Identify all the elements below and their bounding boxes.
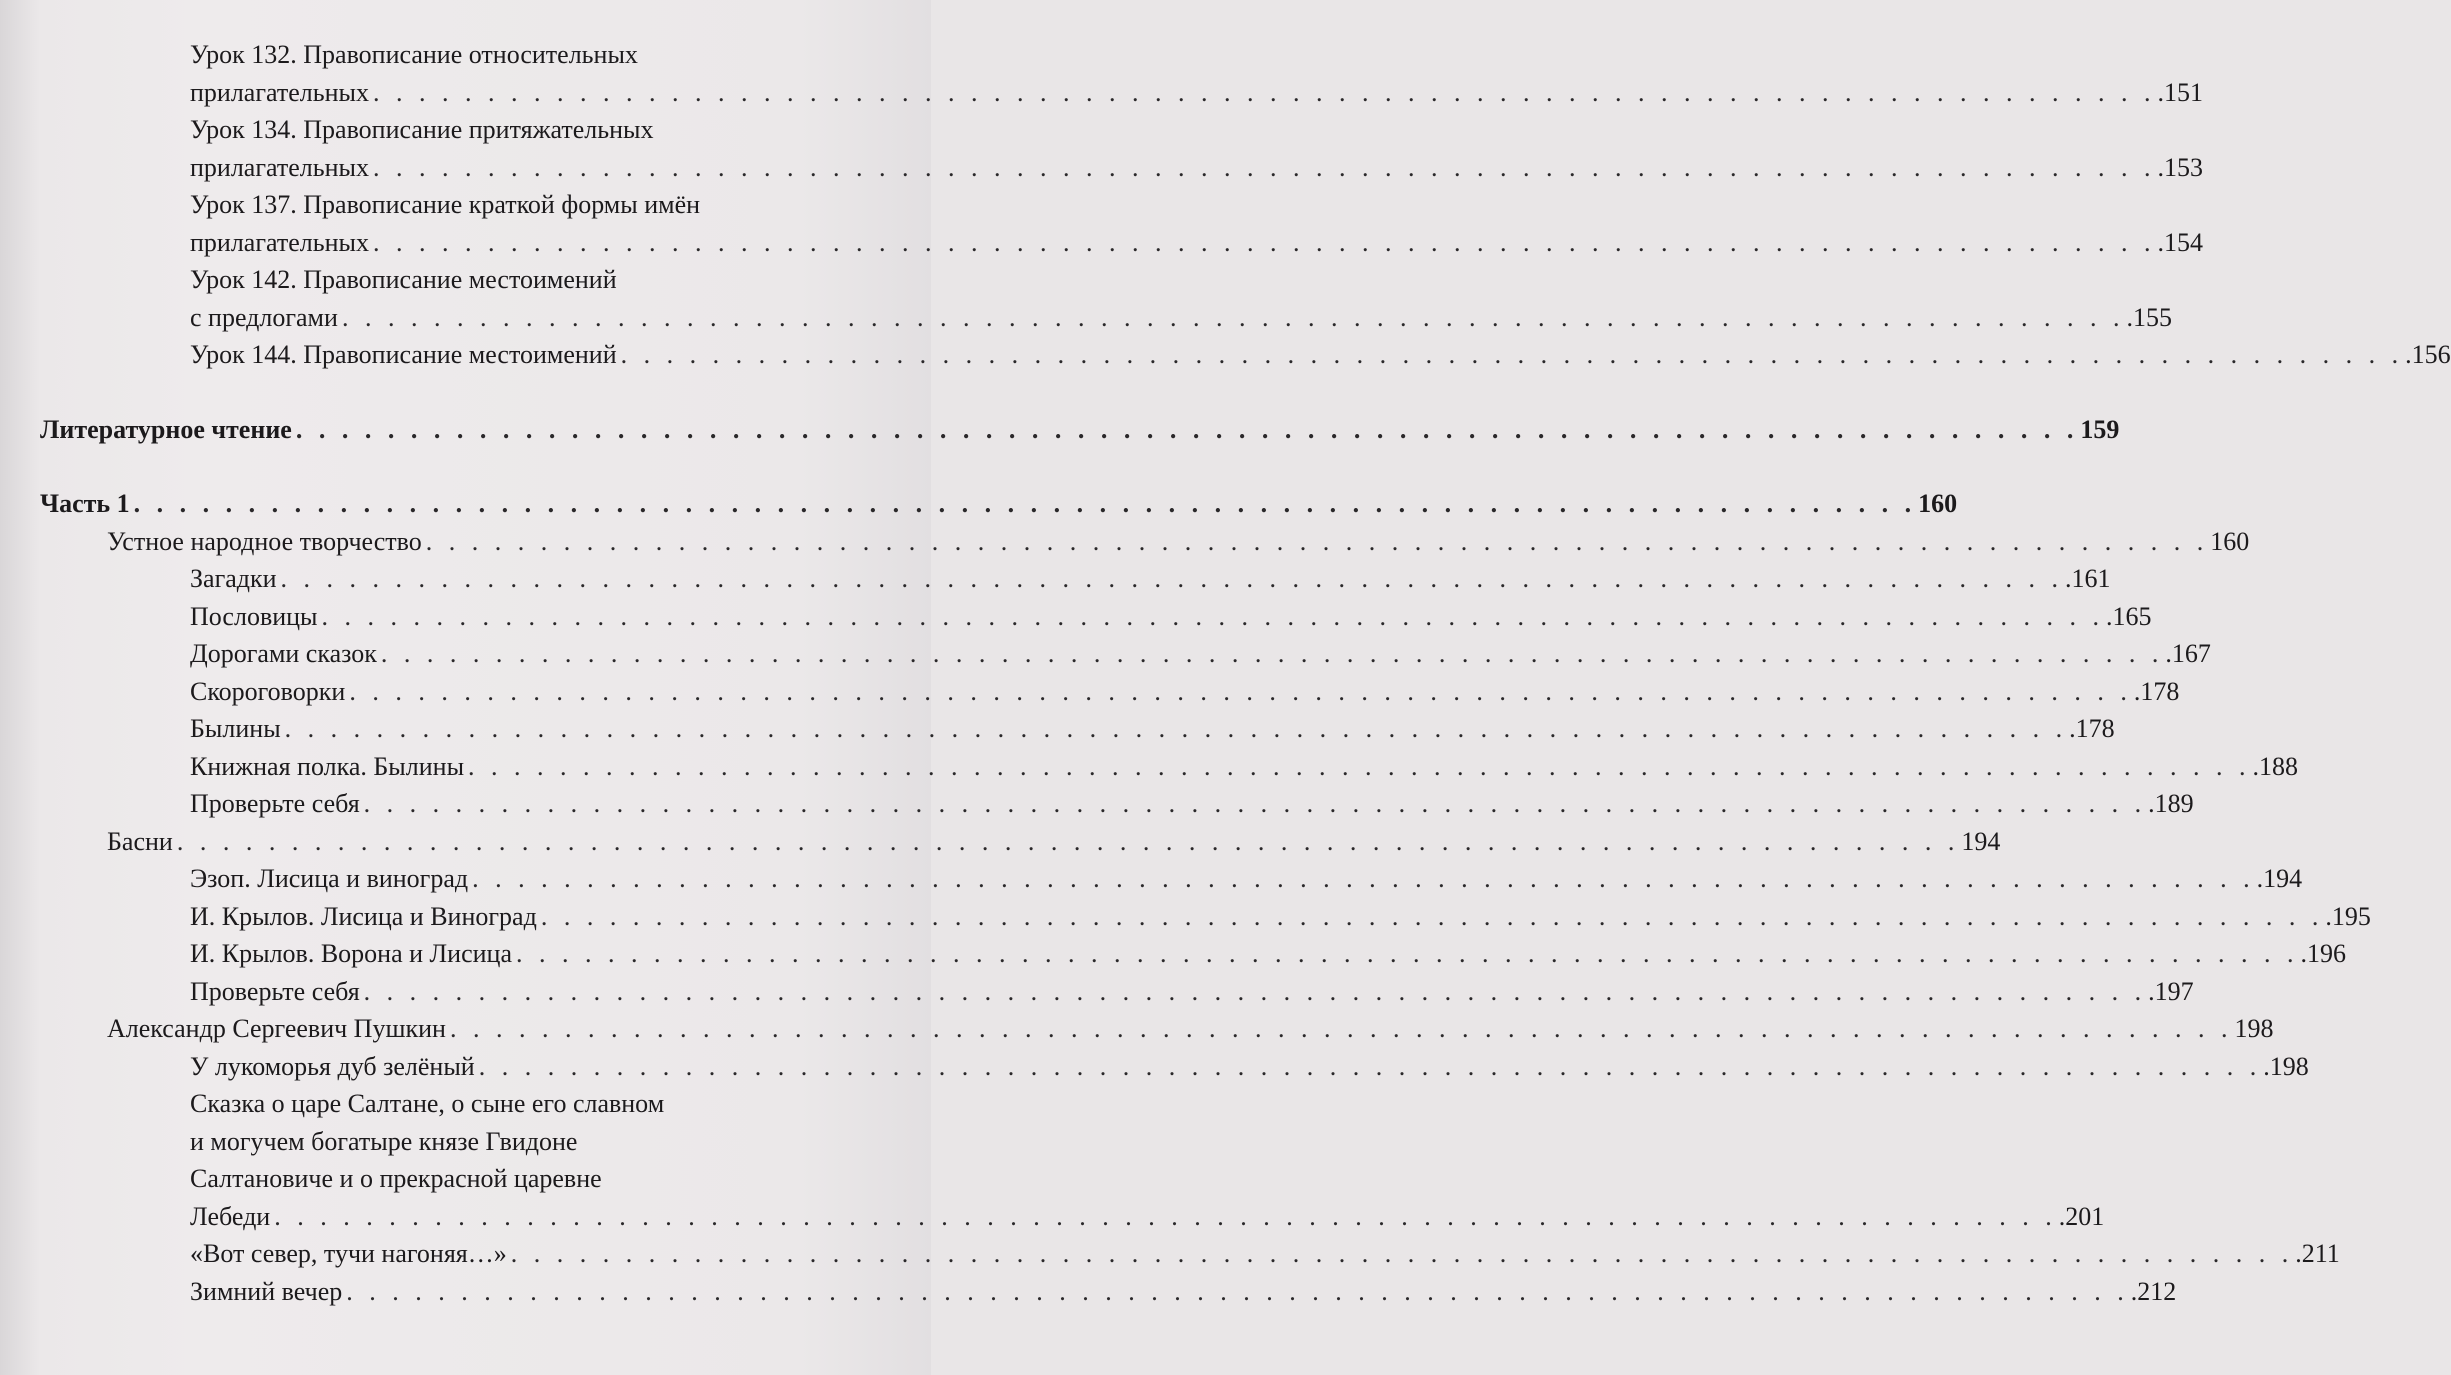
toc-entry-title: и могучем богатыре князе Гвидоне — [190, 1126, 578, 1156]
toc-entry-title: Проверьте себя — [190, 789, 360, 818]
toc-entry-line — [40, 673, 2180, 711]
dot-leader: . . . . . . . . . . . . . . . . . . . . . . . . . . . . . . . . . . . . . . . . . . . . . . . . . . . . . . . . . . . . . . . . . . . . . . . . . . . . . . — [620, 340, 2404, 369]
dot-leader: . . . . . . . . . . . . . . . . . . . . . . . . . . . . . . . . . . . . . . . . . . . . . . . . . . . . . . . . . . . . . . . . . . . . . . . . . . . . . . — [516, 939, 2299, 968]
toc-entry-title: «Вот север, тучи нагоняя…» — [190, 1239, 507, 1268]
page-number: .211 — [2295, 1239, 2340, 1268]
toc-entry-title: прилагательных — [190, 152, 369, 182]
toc-entry-title: Лебеди — [190, 1201, 271, 1231]
toc-entry-title: Сказка о царе Салтане, о сыне его славном — [190, 1089, 665, 1118]
toc-entry-title: У лукоморья дуб зелёный — [190, 1051, 475, 1081]
toc-entry-line — [40, 411, 2120, 449]
toc-entry-title: И. Крылов. Ворона и Лисица — [190, 939, 513, 968]
dot-leader: . . . . . . . . . . . . . . . . . . . . . . . . . . . . . . . . . . . . . . . . . . . . . . . . . . . . . . . . . . . . . . . . . . . . . . . . . . . . . . — [373, 227, 2156, 257]
dot-leader: . . . . . . . . . . . . . . . . . . . . . . . . . . . . . . . . . . . . . . . . . . . . . . . . . . . . . . . . . . . . . . . . . . . . . . . . . . . . . . — [176, 826, 1960, 856]
page-number: .201 — [2058, 1201, 2105, 1231]
dot-leader: . . . . . . . . . . . . . . . . . . . . . . . . . . . . . . . . . . . . . . . . . . . . . . . . . . . . . . . . . . . . . . . . . . . . . . . . . . . . . . — [363, 976, 2147, 1006]
page-number: .161 — [2065, 564, 2111, 593]
toc-entry-title: Часть 1 — [40, 489, 130, 518]
page-number: .154 — [2157, 227, 2203, 257]
toc-entry[interactable] — [40, 1273, 2177, 1311]
page-number: 159 — [2080, 414, 2120, 444]
toc-entry-title: Книжная полка. Былины — [190, 751, 465, 781]
toc-entry-title: Урок 142. Правописание местоимений — [190, 265, 617, 294]
toc-entry-title: Пословицы — [190, 601, 318, 631]
toc-entry[interactable] — [40, 973, 2194, 1011]
dot-leader: . . . . . . . . . . . . . . . . . . . . . . . . . . . . . . . . . . . . . . . . . . . . . . . . . . . . . . . . . . . . . . . . . . . . . . . . . . . . . . — [363, 789, 2147, 818]
section-gap — [40, 374, 880, 411]
toc-entry-title: Урок 132. Правописание относительных — [190, 40, 638, 69]
dot-leader: . . . . . . . . . . . . . . . . . . . . . . . . . . . . . . . . . . . . . . . . . . . . . . . . . . . . . . . . . . . . . . . . . . . . . . . . . . . . . . — [321, 601, 2105, 631]
toc-entry-line — [40, 1085, 880, 1123]
toc-entry[interactable] — [40, 935, 2347, 973]
section-gap — [40, 448, 880, 485]
page-number: .189 — [2148, 789, 2194, 818]
toc-entry[interactable] — [40, 898, 2371, 936]
toc-entry[interactable] — [40, 748, 2299, 786]
dot-leader: . . . . . . . . . . . . . . . . . . . . . . . . . . . . . . . . . . . . . . . . . . . . . . . . . . . . . . . . . . . . . . . . . . . . . . . . . . . . . . — [380, 639, 2164, 668]
toc-entry-title: Басни — [107, 826, 173, 856]
page-number: 194 — [1961, 826, 2001, 856]
toc-entry-title: Дорогами сказок — [190, 639, 377, 668]
toc-entry[interactable] — [40, 1010, 2274, 1048]
page-number: .156 — [2405, 340, 2451, 369]
toc-entry-line — [40, 785, 2194, 823]
dot-leader: . . . . . . . . . . . . . . . . . . . . . . . . . . . . . . . . . . . . . . . . . . . . . . . . . . . . . . . . . . . . . . . . . . . . . . . . . . . . . . — [510, 1239, 2294, 1268]
toc-entry-line — [40, 261, 880, 299]
page-number: .151 — [2157, 77, 2203, 107]
toc-entry-line — [40, 823, 2001, 861]
toc-entry-line — [40, 1160, 880, 1198]
dot-leader: . . . . . . . . . . . . . . . . . . . . . . . . . . . . . . . . . . . . . . . . . . . . . . . . . . . . . . . . . . . . . . . . . . . . . . . . . . . . . . — [540, 901, 2324, 931]
toc-entry-line — [40, 299, 2172, 337]
toc-entry[interactable] — [40, 261, 2172, 336]
toc-entry-title: прилагательных — [190, 77, 369, 107]
dot-leader: . . . . . . . . . . . . . . . . . . . . . . . . . . . . . . . . . . . . . . . . . . . . . . . . . . . . . . . . . . . . . . . . . . . . . . . . . . . . . . — [468, 751, 2251, 781]
dot-leader: . . . . . . . . . . . . . . . . . . . . . . . . . . . . . . . . . . . . . . . . . . . . . . . . . . . . . . . . . . . . . . . . . . . . . . . . . . . . . . — [472, 864, 2255, 893]
toc-entry-line — [40, 523, 2250, 561]
toc-entry[interactable] — [40, 860, 2303, 898]
page-number: .195 — [2325, 901, 2371, 931]
page-number: .165 — [2106, 601, 2152, 631]
dot-leader: . . . . . . . . . . . . . . . . . . . . . . . . . . . . . . . . . . . . . . . . . . . . . . . . . . . . . . . . . . . . . . . . . . . . . . . . . . . . . . — [280, 564, 2064, 593]
page-number: .197 — [2148, 976, 2194, 1006]
dot-leader: . . . . . . . . . . . . . . . . . . . . . . . . . . . . . . . . . . . . . . . . . . . . . . . . . . . . . . . . . . . . . . . . . . . . . . . . . . . . . . — [373, 152, 2156, 182]
page-number: 198 — [2234, 1014, 2274, 1043]
dot-leader: . . . . . . . . . . . . . . . . . . . . . . . . . . . . . . . . . . . . . . . . . . . . . . . . . . . . . . . . . . . . . . . . . . . . . . . . . . . . . . — [425, 526, 2209, 556]
toc-entry[interactable] — [40, 560, 2111, 598]
toc-entry[interactable] — [40, 36, 2203, 111]
toc-entry[interactable] — [40, 111, 2203, 186]
toc-entry[interactable] — [40, 823, 2001, 861]
dot-leader: . . . . . . . . . . . . . . . . . . . . . . . . . . . . . . . . . . . . . . . . . . . . . . . . . . . . . . . . . . . . . . . . . . . . . . . . . . . . . . — [274, 1201, 2057, 1231]
toc-entry-line — [40, 1235, 2340, 1273]
page-number: .178 — [2069, 714, 2115, 743]
toc-entry[interactable] — [40, 336, 2451, 374]
toc-entry-line — [40, 935, 2347, 973]
toc-entry[interactable] — [40, 411, 2120, 449]
page-number: 160 — [1918, 489, 1958, 518]
toc-entry-line — [40, 1198, 2105, 1236]
page-number: .194 — [2256, 864, 2303, 893]
toc-entry-title: Былины — [190, 714, 281, 743]
dot-leader: . . . . . . . . . . . . . . . . . . . . . . . . . . . . . . . . . . . . . . . . . . . . . . . . . . . . . . . . . . . . . . . . . . . . . . . . . . . . . . — [295, 414, 2079, 444]
toc-entry[interactable] — [40, 785, 2194, 823]
toc-entry-title: Урок 137. Правописание краткой формы имён — [190, 190, 701, 219]
toc-entry-title: Загадки — [190, 564, 277, 593]
toc-entry[interactable] — [40, 1235, 2340, 1273]
toc-entry-line — [40, 74, 2203, 112]
toc-entry-title: прилагательных — [190, 227, 369, 257]
dot-leader: . . . . . . . . . . . . . . . . . . . . . . . . . . . . . . . . . . . . . . . . . . . . . . . . . . . . . . . . . . . . . . . . . . . . . . . . . . . . . . — [478, 1051, 2262, 1081]
toc-entry-title: Устное народное творчество — [107, 526, 422, 556]
table-of-contents — [40, 36, 2451, 1310]
toc-entry-line — [40, 149, 2203, 187]
toc-entry-line — [40, 860, 2303, 898]
dot-leader: . . . . . . . . . . . . . . . . . . . . . . . . . . . . . . . . . . . . . . . . . . . . . . . . . . . . . . . . . . . . . . . . . . . . . . . . . . . . . . — [449, 1014, 2233, 1043]
toc-entry-title: Зимний вечер — [190, 1276, 343, 1306]
toc-entry[interactable] — [40, 710, 2115, 748]
dot-leader: . . . . . . . . . . . . . . . . . . . . . . . . . . . . . . . . . . . . . . . . . . . . . . . . . . . . . . . . . . . . . . . . . . . . . . . . . . . . . . — [349, 676, 2132, 706]
toc-entry[interactable] — [40, 635, 2211, 673]
toc-entry-title: Эзоп. Лисица и виноград — [190, 864, 469, 893]
page-number: .155 — [2126, 302, 2172, 332]
toc-entry-title: Урок 134. Правописание притяжательных — [190, 115, 654, 144]
page-number: .212 — [2130, 1276, 2177, 1306]
toc-entry-line — [40, 1273, 2177, 1311]
toc-entry-line — [40, 111, 880, 149]
toc-entry-title: Проверьте себя — [190, 976, 360, 1006]
toc-entry-line — [40, 598, 2152, 636]
toc-entry-line — [40, 485, 1958, 523]
toc-entry[interactable] — [40, 485, 1958, 523]
toc-entry-line — [40, 973, 2194, 1011]
toc-entry-line — [40, 560, 2111, 598]
dot-leader: . . . . . . . . . . . . . . . . . . . . . . . . . . . . . . . . . . . . . . . . . . . . . . . . . . . . . . . . . . . . . . . . . . . . . . . . . . . . . . — [373, 77, 2156, 107]
toc-entry-line — [40, 1048, 2309, 1086]
dot-leader: . . . . . . . . . . . . . . . . . . . . . . . . . . . . . . . . . . . . . . . . . . . . . . . . . . . . . . . . . . . . . . . . . . . . . . . . . . . . . . — [346, 1276, 2129, 1306]
toc-entry-line — [40, 336, 2451, 374]
toc-entry-line — [40, 1010, 2274, 1048]
dot-leader: . . . . . . . . . . . . . . . . . . . . . . . . . . . . . . . . . . . . . . . . . . . . . . . . . . . . . . . . . . . . . . . . . . . . . . . . . . . . . . — [133, 489, 1917, 518]
toc-entry[interactable] — [40, 1085, 2105, 1235]
toc-entry-line — [40, 898, 2371, 936]
page-number: .178 — [2133, 676, 2180, 706]
toc-entry-title: Скороговорки — [190, 676, 346, 706]
toc-entry[interactable] — [40, 1048, 2309, 1086]
page-number: .153 — [2157, 152, 2203, 182]
toc-entry-title: с предлогами — [190, 302, 338, 332]
toc-entry-title: Литературное чтение — [40, 414, 292, 444]
toc-entry[interactable] — [40, 186, 2203, 261]
toc-entry-line — [40, 36, 880, 74]
toc-entry[interactable] — [40, 598, 2152, 636]
page-number: .167 — [2165, 639, 2211, 668]
toc-entry-line — [40, 1123, 880, 1161]
toc-entry-title: И. Крылов. Лисица и Виноград — [190, 901, 537, 931]
toc-entry-line — [40, 224, 2203, 262]
toc-entry[interactable] — [40, 523, 2250, 561]
toc-entry-title: Александр Сергеевич Пушкин — [107, 1014, 446, 1043]
toc-entry-line — [40, 635, 2211, 673]
dot-leader: . . . . . . . . . . . . . . . . . . . . . . . . . . . . . . . . . . . . . . . . . . . . . . . . . . . . . . . . . . . . . . . . . . . . . . . . . . . . . . — [284, 714, 2068, 743]
page-number: .188 — [2252, 751, 2299, 781]
dot-leader: . . . . . . . . . . . . . . . . . . . . . . . . . . . . . . . . . . . . . . . . . . . . . . . . . . . . . . . . . . . . . . . . . . . . . . . . . . . . . . — [341, 302, 2125, 332]
toc-entry-line — [40, 710, 2115, 748]
toc-entry[interactable] — [40, 673, 2180, 711]
toc-entry-line — [40, 748, 2299, 786]
page-number: .196 — [2300, 939, 2347, 968]
toc-entry-line — [40, 186, 880, 224]
toc-entry-title: Салтановиче и о прекрасной царевне — [190, 1164, 602, 1193]
toc-entry-title: Урок 144. Правописание местоимений — [190, 340, 617, 369]
page-number: 160 — [2210, 526, 2250, 556]
page-number: .198 — [2263, 1051, 2309, 1081]
